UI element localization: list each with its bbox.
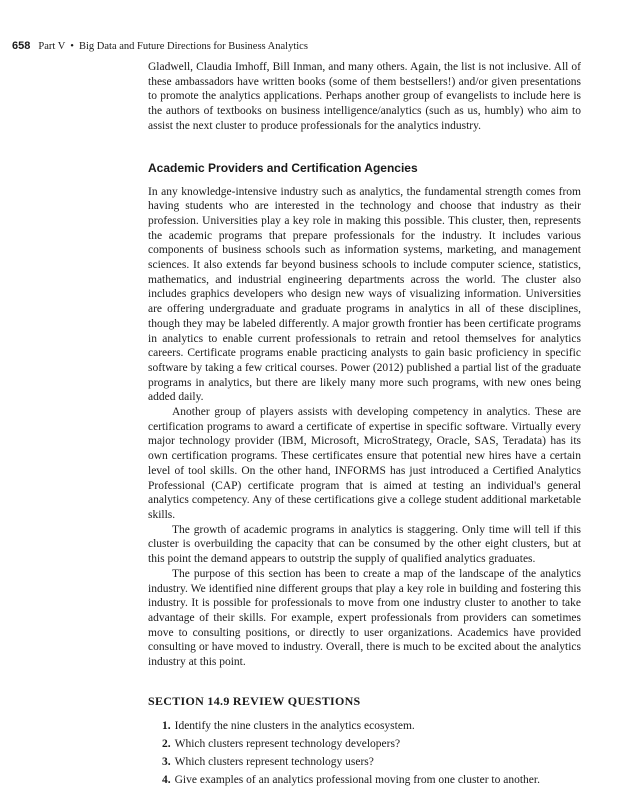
review-question: [162, 717, 581, 735]
question-number: 3.: [162, 755, 171, 768]
page-number: 658: [12, 40, 31, 52]
main-text: [148, 60, 581, 789]
chapter-title: Big Data and Future Directions for Business Analytics: [78, 41, 308, 52]
running-header: [12, 40, 308, 52]
question-number: 4.: [162, 773, 171, 786]
question-number: 1.: [162, 719, 171, 732]
review-question: [162, 771, 581, 789]
review-questions-list: [148, 717, 581, 789]
part-label: Part V: [38, 41, 66, 52]
review-question: [162, 735, 581, 753]
question-text: Which clusters represent technology users?: [174, 755, 374, 768]
section-heading: Academic Providers and Certification Agencies: [148, 160, 418, 175]
question-text: Which clusters represent technology developers?: [174, 737, 401, 750]
review-questions-heading: SECTION 14.9 REVIEW QUESTIONS: [148, 693, 361, 708]
question-number: 2.: [162, 737, 171, 750]
body-paragraph: The purpose of this section has been to create a map of the landscape of the analytics industry. We identified nine different groups that play a key role in building and fostering this industry. It is possible for professionals to move from one industry cluster to another to take advantage of their skills. For example, expert professionals from providers can sometimes move to consulting positions, or directly to user organizations. Academics have provided consulting or have moved to industry. Overall, there is much to be excited about the analytics industry at this point.: [148, 567, 581, 669]
header-separator: •: [70, 41, 74, 52]
intro-paragraph: Gladwell, Claudia Imhoff, Bill Inman, and many others. Again, the list is not inclusive. All of these ambassadors have written books (some of them bestsellers!) and/or given presentations to promote the analytics applications. Perhaps another group of evangelists to include here is the authors of textbooks on business intelligence/analytics (such as us, humbly) who aim to assist the next cluster to produce professionals for the analytics industry.: [148, 61, 581, 132]
question-text: Give examples of an analytics professional moving from one cluster to another.: [174, 773, 540, 786]
review-question: [162, 753, 581, 771]
body-paragraph: The growth of academic programs in analytics is staggering. Only time will tell if this cluster is overbuilding the capacity that can be consumed by the other eight clusters, but at this point the demand appears to outstrip the supply of qualified analytics graduates.: [148, 523, 581, 566]
body-paragraph: Another group of players assists with developing competency in analytics. These are certification programs to award a certificate of expertise in specific software. Virtually every major technology provider (IBM, Microsoft, MicroStrategy, Oracle, SAS, Teradata) has its own certification programs. These certificates ensure that potential new hires have a certain level of tool skills. On the other hand, INFORMS has just introduced a Certified Analytics Professional (CAP) certificate program that is aimed at testing an individual's general analytics competency. Any of these certifications give a college student additional marketable skills.: [148, 406, 581, 521]
body-paragraph: In any knowledge-intensive industry such as analytics, the fundamental strength comes from having students who are interested in the technology and choose that industry as their profession. Universities play a key role in making this possible. This cluster, then, represents the academic programs that prepare professionals for the industry. It includes various components of business schools such as information systems, marketing, and management sciences. It also extends far beyond business schools to include computer science, statistics, mathematics, and industrial engineering departments across the world. The cluster also includes graphics developers who design new ways of visualizing information. Universities are offering undergraduate and graduate programs in analytics in all of these disciplines, though they may be labeled differently. A major growth frontier has been certificate programs in analytics to enable current professionals to retrain and retool themselves for analytics careers. Certificate programs enable practicing analysts to gain basic proficiency in specific software by taking a few critical courses. Power (2012) published a partial list of the graduate programs in analytics, but there are likely many more such programs, with new ones being added daily.: [148, 185, 581, 404]
question-text: Identify the nine clusters in the analytics ecosystem.: [174, 719, 415, 732]
